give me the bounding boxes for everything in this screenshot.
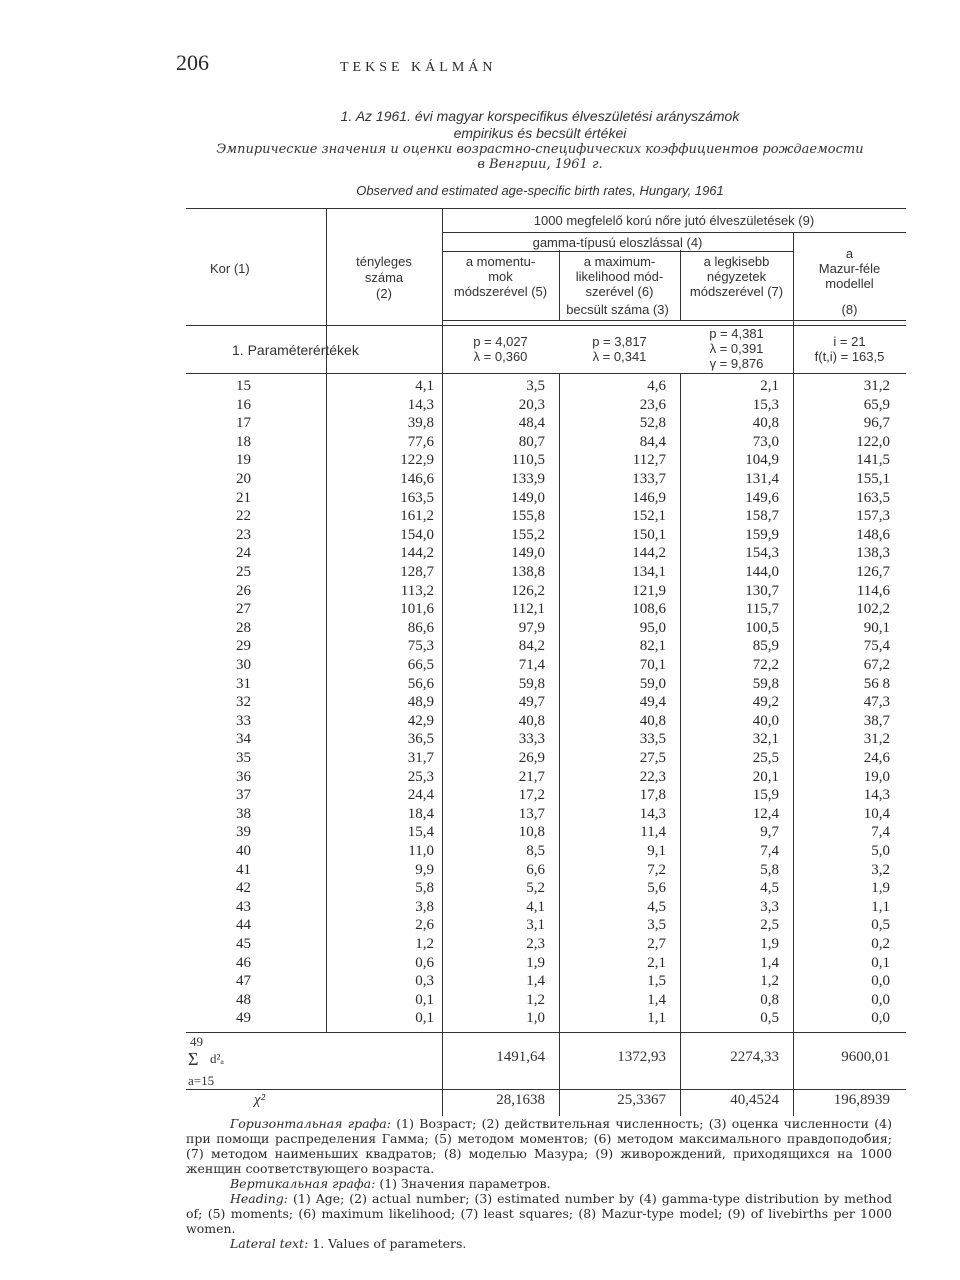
row-value: 2,1 bbox=[647, 955, 666, 971]
row-value: 1,2 bbox=[415, 936, 434, 952]
row-value: 1,1 bbox=[871, 899, 890, 915]
row-value: 144,2 bbox=[632, 545, 666, 561]
row-value: 5,0 bbox=[871, 843, 890, 859]
row-value: 52,8 bbox=[639, 415, 666, 431]
row-value: 40,0 bbox=[752, 713, 779, 729]
title-ru-line2: в Венгрии, 1961 г. bbox=[477, 157, 603, 172]
row-value: 144,0 bbox=[745, 564, 779, 580]
row-value: 0,5 bbox=[871, 917, 890, 933]
row-value: 1,9 bbox=[760, 936, 779, 952]
row-value: 65,9 bbox=[863, 397, 890, 413]
note-en-lateral-label: Lateral text: bbox=[230, 1236, 309, 1251]
chi-legkisebb: 40,4524 bbox=[730, 1092, 779, 1108]
note-ru-vertical bbox=[186, 1176, 892, 1191]
row-value: 157,3 bbox=[856, 508, 890, 524]
row-value: 3,5 bbox=[647, 917, 666, 933]
row-value: 59,8 bbox=[518, 676, 545, 692]
row-value: 84,4 bbox=[639, 434, 666, 450]
note-en-lateral bbox=[186, 1236, 892, 1251]
row-value: 49,4 bbox=[639, 694, 666, 710]
chi-top-rule bbox=[186, 1089, 906, 1090]
row-age: 17 bbox=[236, 415, 251, 431]
row-value: 31,7 bbox=[407, 750, 434, 766]
row-value: 5,8 bbox=[760, 862, 779, 878]
page-number: 206 bbox=[176, 50, 209, 75]
row-value: 0,0 bbox=[871, 973, 890, 989]
row-value: 163,5 bbox=[856, 490, 890, 506]
body-vline-1 bbox=[326, 374, 327, 1032]
sum-top-rule bbox=[186, 1032, 906, 1033]
row-value: 141,5 bbox=[856, 452, 890, 468]
row-value: 155,1 bbox=[856, 471, 890, 487]
row-value: 15,4 bbox=[407, 824, 434, 840]
row-value: 95,0 bbox=[639, 620, 666, 636]
page-header bbox=[0, 50, 960, 90]
row-value: 39,8 bbox=[407, 415, 434, 431]
row-value: 128,7 bbox=[400, 564, 434, 580]
title-ru-line1: Эмпирические значения и оценки возрастно-специфических коэффициентов рождаемости bbox=[216, 142, 864, 157]
col-momentum-2: mok bbox=[488, 269, 513, 284]
param-mazur-i: i = 21 bbox=[833, 334, 866, 349]
row-age: 30 bbox=[236, 657, 251, 673]
row-value: 3,8 bbox=[415, 899, 434, 915]
row-age: 27 bbox=[236, 601, 251, 617]
row-age: 18 bbox=[236, 434, 251, 450]
sum-momentum: 1491,64 bbox=[496, 1049, 545, 1065]
row-value: 126,7 bbox=[856, 564, 890, 580]
row-value: 144,2 bbox=[400, 545, 434, 561]
row-value: 112,7 bbox=[632, 452, 666, 468]
row-value: 1,9 bbox=[526, 955, 545, 971]
table-notes bbox=[186, 1116, 892, 1251]
row-value: 155,2 bbox=[511, 527, 545, 543]
row-value: 20,3 bbox=[518, 397, 545, 413]
row-value: 159,9 bbox=[745, 527, 779, 543]
body-vline-3 bbox=[559, 374, 560, 1116]
row-value: 11,0 bbox=[408, 843, 434, 859]
row-value: 138,8 bbox=[511, 564, 545, 580]
row-age: 15 bbox=[236, 378, 251, 394]
row-value: 1,1 bbox=[647, 1010, 666, 1026]
row-value: 1,4 bbox=[526, 973, 545, 989]
group-header: 1000 megfelelő korú nőre jutó élveszületések (9) bbox=[533, 213, 815, 228]
row-value: 11,4 bbox=[640, 824, 666, 840]
row-age: 44 bbox=[236, 917, 251, 933]
row-value: 13,7 bbox=[518, 806, 545, 822]
row-age: 41 bbox=[236, 862, 251, 878]
col-maximum-3: szerével (6) bbox=[585, 284, 654, 299]
note-ru-horizontal-text: (1) Возраст; (2) действительная численность; (3) оценка численности (4) при помощи распределения Гамма; (5) методом моментов; (6) методом максимального правдоподобия; (7) методом наименьших квадратов; (8) моделью Мазура; (9) живорождений, приходящихся на 1000 женщин соответствующего возраста. bbox=[186, 1116, 892, 1176]
row-value: 4,6 bbox=[647, 378, 666, 394]
gamma-rule bbox=[442, 251, 793, 252]
row-value: 110,5 bbox=[511, 452, 545, 468]
becsult-rule bbox=[442, 320, 906, 321]
row-value: 133,7 bbox=[632, 471, 666, 487]
row-age: 26 bbox=[236, 583, 251, 599]
note-ru-vertical-text: (1) Значения параметров. bbox=[379, 1176, 551, 1191]
body-vline-2 bbox=[442, 374, 443, 1116]
row-value: 67,2 bbox=[863, 657, 890, 673]
row-value: 155,8 bbox=[511, 508, 545, 524]
param-top-rule bbox=[186, 325, 906, 326]
row-value: 102,2 bbox=[856, 601, 890, 617]
row-value: 104,9 bbox=[745, 452, 779, 468]
row-value: 154,3 bbox=[745, 545, 779, 561]
row-value: 49,2 bbox=[752, 694, 779, 710]
row-age: 25 bbox=[236, 564, 251, 580]
row-value: 24,4 bbox=[407, 787, 434, 803]
row-value: 90,1 bbox=[863, 620, 890, 636]
row-value: 19,0 bbox=[863, 769, 890, 785]
row-value: 0,6 bbox=[415, 955, 434, 971]
row-age: 24 bbox=[236, 545, 251, 561]
row-value: 47,3 bbox=[863, 694, 890, 710]
row-value: 112,1 bbox=[511, 601, 545, 617]
row-value: 149,0 bbox=[511, 490, 545, 506]
row-value: 10,8 bbox=[518, 824, 545, 840]
chi-momentum: 28,1638 bbox=[496, 1092, 545, 1108]
body-vline-4 bbox=[680, 374, 681, 1116]
col-legkisebb-3: módszerével (7) bbox=[689, 284, 784, 299]
note-en-lateral-text: 1. Values of parameters. bbox=[312, 1236, 467, 1251]
param-label: 1. Paraméterértékek bbox=[232, 342, 359, 358]
row-age: 28 bbox=[236, 620, 251, 636]
row-value: 5,2 bbox=[526, 880, 545, 896]
col-maximum-2: likelihood mód- bbox=[575, 269, 664, 284]
row-value: 40,8 bbox=[518, 713, 545, 729]
row-age: 47 bbox=[236, 973, 251, 989]
row-age: 29 bbox=[236, 638, 251, 654]
row-value: 114,6 bbox=[856, 583, 890, 599]
row-value: 163,5 bbox=[400, 490, 434, 506]
row-value: 126,2 bbox=[511, 583, 545, 599]
note-ru-horizontal-label: Горизонтальная графа: bbox=[230, 1116, 391, 1131]
row-value: 48,9 bbox=[407, 694, 434, 710]
row-value: 14,3 bbox=[863, 787, 890, 803]
row-value: 0,1 bbox=[415, 1010, 434, 1026]
row-value: 7,4 bbox=[871, 824, 890, 840]
chi-label: χ² bbox=[254, 1092, 266, 1108]
header-top-rule bbox=[186, 208, 906, 209]
row-value: 25,5 bbox=[752, 750, 779, 766]
row-age: 43 bbox=[236, 899, 251, 915]
row-age: 46 bbox=[236, 955, 251, 971]
col-momentum-3: módszerével (5) bbox=[453, 284, 548, 299]
row-value: 15,3 bbox=[752, 397, 779, 413]
row-value: 152,1 bbox=[632, 508, 666, 524]
row-value: 9,7 bbox=[760, 824, 779, 840]
param-legkisebb-g: γ = 9,876 bbox=[709, 356, 764, 371]
col-mazur-2: Mazur-féle bbox=[818, 261, 881, 276]
col8-header: (8) bbox=[841, 302, 858, 317]
row-value: 161,2 bbox=[400, 508, 434, 524]
row-value: 96,7 bbox=[863, 415, 890, 431]
row-age: 39 bbox=[236, 824, 251, 840]
row-value: 86,6 bbox=[407, 620, 434, 636]
row-value: 5,6 bbox=[647, 880, 666, 896]
row-age: 31 bbox=[236, 676, 251, 692]
row-value: 3,2 bbox=[871, 862, 890, 878]
row-value: 3,1 bbox=[526, 917, 545, 933]
row-value: 108,6 bbox=[632, 601, 666, 617]
row-value: 9,1 bbox=[647, 843, 666, 859]
row-value: 71,4 bbox=[518, 657, 545, 673]
row-value: 2,3 bbox=[526, 936, 545, 952]
row-age: 19 bbox=[236, 452, 251, 468]
note-ru-horizontal bbox=[186, 1116, 892, 1176]
title-en: Observed and estimated age-specific birth rates, Hungary, 1961 bbox=[356, 183, 724, 198]
row-value: 77,6 bbox=[407, 434, 434, 450]
row-value: 75,3 bbox=[407, 638, 434, 654]
row-age: 36 bbox=[236, 769, 251, 785]
row-value: 59,0 bbox=[639, 676, 666, 692]
row-value: 70,1 bbox=[639, 657, 666, 673]
param-momentum-l: λ = 0,360 bbox=[473, 349, 528, 364]
group-rule bbox=[442, 232, 906, 233]
row-value: 154,0 bbox=[400, 527, 434, 543]
row-value: 38,7 bbox=[863, 713, 890, 729]
row-age: 32 bbox=[236, 694, 251, 710]
row-value: 31,2 bbox=[863, 378, 890, 394]
title-hu-line1: 1. Az 1961. évi magyar korspecifikus élveszületési arányszámok bbox=[340, 108, 740, 124]
row-value: 2,7 bbox=[647, 936, 666, 952]
row-age: 16 bbox=[236, 397, 251, 413]
row-value: 0,0 bbox=[871, 1010, 890, 1026]
row-value: 100,5 bbox=[745, 620, 779, 636]
row-value: 21,7 bbox=[518, 769, 545, 785]
row-value: 22,3 bbox=[639, 769, 666, 785]
running-head: TEKSE KÁLMÁN bbox=[340, 60, 497, 75]
sum-maximum: 1372,93 bbox=[617, 1049, 666, 1065]
note-en-heading-text: (1) Age; (2) actual number; (3) estimated number by (4) gamma-type distribution by method of; (5) moments; (6) maximum likelihood; (7) least squares; (8) Mazur-type model; (9) of livebirths per 1000 women. bbox=[186, 1191, 892, 1236]
note-en-heading-label: Heading: bbox=[230, 1191, 289, 1206]
col-legkisebb-1: a legkisebb bbox=[703, 254, 770, 269]
row-value: 73,0 bbox=[752, 434, 779, 450]
note-en-heading bbox=[186, 1191, 892, 1236]
row-value: 36,5 bbox=[407, 731, 434, 747]
row-value: 130,7 bbox=[745, 583, 779, 599]
col-mazur-3: modellel bbox=[825, 276, 874, 291]
param-momentum-p: p = 4,027 bbox=[473, 334, 528, 349]
row-age: 21 bbox=[236, 490, 251, 506]
row-value: 121,9 bbox=[632, 583, 666, 599]
chi-maximum: 25,3367 bbox=[617, 1092, 666, 1108]
row-value: 48,4 bbox=[518, 415, 545, 431]
row-value: 23,6 bbox=[639, 397, 666, 413]
row-age: 42 bbox=[236, 880, 251, 896]
row-value: 5,8 bbox=[415, 880, 434, 896]
sum-legkisebb: 2274,33 bbox=[730, 1049, 779, 1065]
row-value: 146,9 bbox=[632, 490, 666, 506]
row-value: 14,3 bbox=[639, 806, 666, 822]
row-value: 17,2 bbox=[518, 787, 545, 803]
sum-upper-limit: 49 bbox=[190, 1034, 203, 1049]
col-legkisebb-2: négyzetek bbox=[706, 269, 767, 284]
row-value: 20,1 bbox=[752, 769, 779, 785]
row-age: 35 bbox=[236, 750, 251, 766]
row-value: 0,5 bbox=[760, 1010, 779, 1026]
row-value: 40,8 bbox=[752, 415, 779, 431]
row-value: 4,5 bbox=[760, 880, 779, 896]
row-value: 40,8 bbox=[639, 713, 666, 729]
row-age: 48 bbox=[236, 992, 251, 1008]
row-value: 1,4 bbox=[760, 955, 779, 971]
param-legkisebb-l: λ = 0,391 bbox=[709, 341, 764, 356]
row-value: 101,6 bbox=[400, 601, 434, 617]
table-title bbox=[170, 108, 910, 199]
col-momentum-1: a momentu- bbox=[465, 254, 536, 269]
row-value: 150,1 bbox=[632, 527, 666, 543]
param-bottom-rule bbox=[186, 373, 906, 374]
row-value: 24,6 bbox=[863, 750, 890, 766]
row-value: 49,7 bbox=[518, 694, 545, 710]
param-mazur-f: f(t,i) = 163,5 bbox=[814, 349, 885, 364]
row-value: 80,7 bbox=[518, 434, 545, 450]
row-age: 49 bbox=[236, 1010, 251, 1026]
row-value: 15,9 bbox=[752, 787, 779, 803]
row-value: 31,2 bbox=[863, 731, 890, 747]
row-value: 122,9 bbox=[400, 452, 434, 468]
row-value: 2,5 bbox=[760, 917, 779, 933]
row-value: 6,6 bbox=[526, 862, 545, 878]
row-value: 0,1 bbox=[415, 992, 434, 1008]
row-value: 3,3 bbox=[760, 899, 779, 915]
sum-lower-limit: a=15 bbox=[188, 1073, 215, 1088]
row-value: 2,1 bbox=[760, 378, 779, 394]
row-value: 7,2 bbox=[647, 862, 666, 878]
row-age: 34 bbox=[236, 731, 251, 747]
row-value: 1,4 bbox=[647, 992, 666, 1008]
row-value: 82,1 bbox=[639, 638, 666, 654]
row-value: 8,5 bbox=[526, 843, 545, 859]
row-value: 1,0 bbox=[526, 1010, 545, 1026]
param-legkisebb-p: p = 4,381 bbox=[709, 326, 764, 341]
row-value: 1,2 bbox=[526, 992, 545, 1008]
param-maximum-l: λ = 0,341 bbox=[592, 349, 647, 364]
row-value: 0,2 bbox=[871, 936, 890, 952]
row-value: 146,6 bbox=[400, 471, 434, 487]
row-value: 113,2 bbox=[400, 583, 434, 599]
row-value: 42,9 bbox=[407, 713, 434, 729]
body-vline-5 bbox=[793, 374, 794, 1116]
row-value: 56,6 bbox=[407, 676, 434, 692]
gamma-header: gamma-típusú eloszlással (4) bbox=[532, 235, 703, 250]
row-value: 27,5 bbox=[639, 750, 666, 766]
row-value: 0,3 bbox=[415, 973, 434, 989]
row-age: 37 bbox=[236, 787, 251, 803]
row-value: 66,5 bbox=[407, 657, 434, 673]
row-age: 45 bbox=[236, 936, 251, 952]
row-value: 0,0 bbox=[871, 992, 890, 1008]
row-value: 84,2 bbox=[518, 638, 545, 654]
row-value: 59,8 bbox=[752, 676, 779, 692]
becsult-header: becsült száma (3) bbox=[566, 302, 669, 317]
title-hu-line2: empirikus és becsült értékei bbox=[453, 125, 627, 141]
row-value: 26,9 bbox=[518, 750, 545, 766]
col-tenyleges-2: száma bbox=[364, 270, 404, 285]
row-value: 75,4 bbox=[863, 638, 890, 654]
row-value: 4,1 bbox=[526, 899, 545, 915]
row-value: 2,6 bbox=[415, 917, 434, 933]
row-value: 18,4 bbox=[407, 806, 434, 822]
col-kor-header: Kor (1) bbox=[210, 261, 250, 276]
row-value: 122,0 bbox=[856, 434, 890, 450]
row-value: 14,3 bbox=[407, 397, 434, 413]
row-value: 115,7 bbox=[745, 601, 779, 617]
row-age: 40 bbox=[236, 843, 251, 859]
col-maximum-1: a maximum- bbox=[583, 254, 656, 269]
row-value: 149,6 bbox=[745, 490, 779, 506]
row-value: 3,5 bbox=[526, 378, 545, 394]
row-value: 12,4 bbox=[752, 806, 779, 822]
row-value: 10,4 bbox=[863, 806, 890, 822]
row-value: 0,8 bbox=[760, 992, 779, 1008]
col-tenyleges-3: (2) bbox=[376, 286, 392, 301]
row-value: 85,9 bbox=[752, 638, 779, 654]
row-value: 1,9 bbox=[871, 880, 890, 896]
col-tenyleges-1: tényleges bbox=[356, 254, 412, 269]
row-value: 9,9 bbox=[415, 862, 434, 878]
row-value: 33,3 bbox=[518, 731, 545, 747]
row-value: 56 8 bbox=[863, 676, 890, 692]
row-value: 0,1 bbox=[871, 955, 890, 971]
row-value: 1,5 bbox=[647, 973, 666, 989]
row-value: 134,1 bbox=[632, 564, 666, 580]
row-age: 33 bbox=[236, 713, 251, 729]
row-value: 17,8 bbox=[639, 787, 666, 803]
row-value: 158,7 bbox=[745, 508, 779, 524]
row-value: 32,1 bbox=[752, 731, 779, 747]
sum-sigma: Σ bbox=[188, 1049, 199, 1069]
row-age: 22 bbox=[236, 508, 251, 524]
row-value: 25,3 bbox=[407, 769, 434, 785]
row-value: 138,3 bbox=[856, 545, 890, 561]
row-age: 38 bbox=[236, 806, 251, 822]
col-mazur-1: a bbox=[845, 246, 854, 261]
param-maximum-p: p = 3,817 bbox=[592, 334, 647, 349]
row-value: 1,2 bbox=[760, 973, 779, 989]
row-value: 149,0 bbox=[511, 545, 545, 561]
row-value: 133,9 bbox=[511, 471, 545, 487]
row-value: 148,6 bbox=[856, 527, 890, 543]
sum-mazur: 9600,01 bbox=[841, 1049, 890, 1065]
row-age: 23 bbox=[236, 527, 251, 543]
row-value: 7,4 bbox=[760, 843, 779, 859]
row-value: 33,5 bbox=[639, 731, 666, 747]
row-value: 4,5 bbox=[647, 899, 666, 915]
sum-label: d²ₐ bbox=[210, 1051, 224, 1066]
note-ru-vertical-label: Вертикальная графа: bbox=[230, 1176, 376, 1191]
row-value: 97,9 bbox=[518, 620, 545, 636]
row-value: 131,4 bbox=[745, 471, 779, 487]
row-value: 4,1 bbox=[415, 378, 434, 394]
row-value: 72,2 bbox=[752, 657, 779, 673]
row-age: 20 bbox=[236, 471, 251, 487]
chi-mazur: 196,8939 bbox=[833, 1092, 890, 1108]
